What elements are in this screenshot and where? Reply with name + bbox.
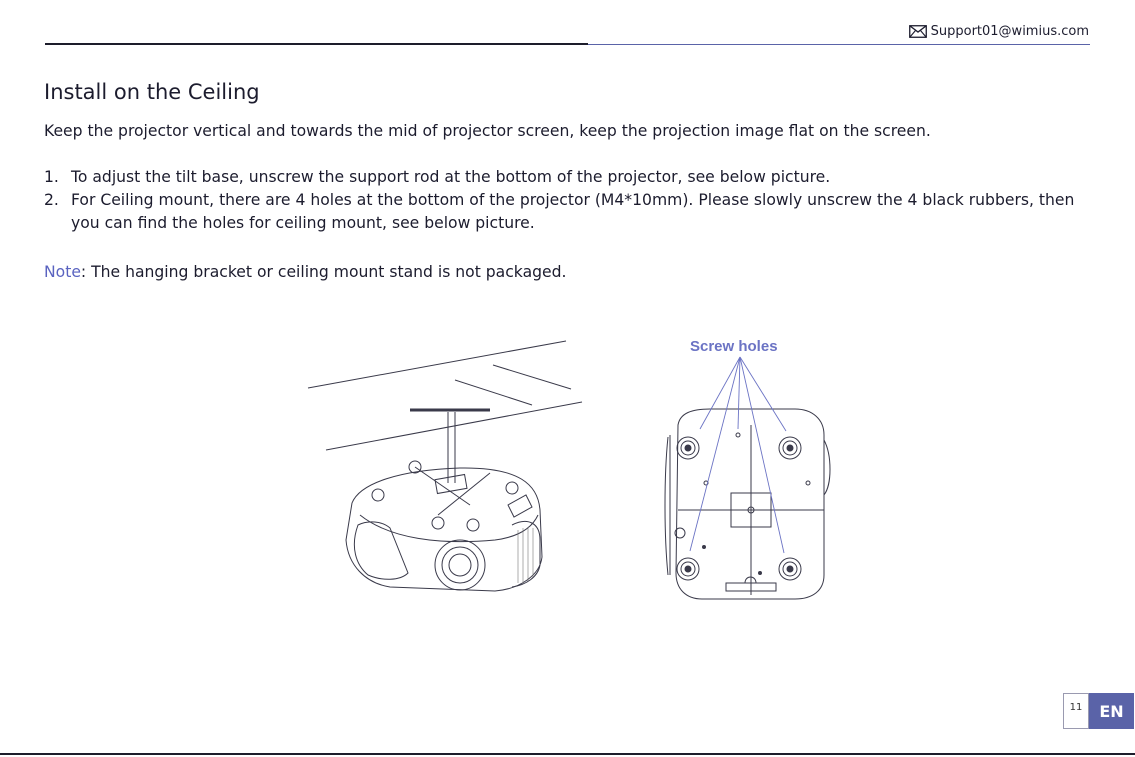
envelope-icon: [909, 25, 927, 38]
header-rule-dark: [45, 43, 588, 45]
step-number: 2.: [44, 191, 59, 209]
instruction-list: [44, 166, 1096, 235]
support-contact: [909, 24, 1089, 39]
screw-holes-label: Screw holes: [690, 338, 778, 355]
step-number: 1.: [44, 168, 59, 186]
header-rule-light: [588, 44, 1090, 45]
note-text: : The hanging bracket or ceiling mount stand is not packaged.: [80, 263, 567, 281]
step-text: For Ceiling mount, there are 4 holes at the bottom of the projector (M4*10mm). Please slowly unscrew the 4 black rubbers, then you can find the holes for ceiling mount, see below picture.: [71, 191, 1075, 232]
step-text: To adjust the tilt base, unscrew the support rod at the bottom of the projector, see below picture.: [71, 168, 831, 186]
note-paragraph: [44, 263, 566, 281]
support-email[interactable]: Support01@wimius.com: [930, 24, 1089, 39]
footer-rule: [0, 753, 1135, 755]
page-number: 11: [1063, 693, 1089, 729]
list-item: [44, 189, 1096, 235]
page-title: Install on the Ceiling: [44, 80, 260, 104]
list-item: [44, 166, 1096, 189]
note-label: Note: [44, 263, 81, 281]
intro-paragraph: Keep the projector vertical and towards the mid of projector screen, keep the projection image flat on the screen.: [44, 122, 931, 140]
ceiling-mount-illustration: [290, 325, 850, 615]
language-badge: EN: [1089, 693, 1134, 729]
